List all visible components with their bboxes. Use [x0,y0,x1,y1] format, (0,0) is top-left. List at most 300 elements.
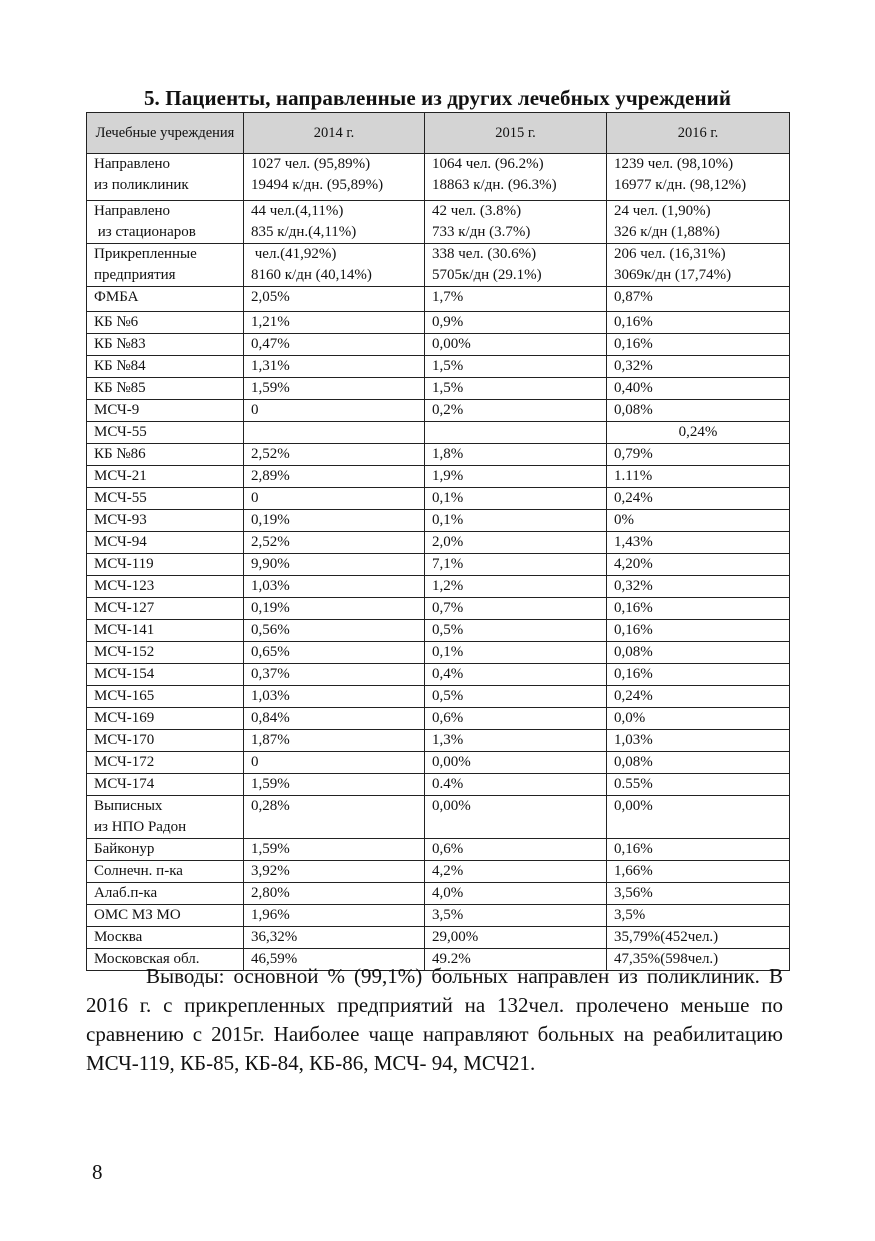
cell-2014 [244,378,425,400]
table-row [87,839,790,861]
header-2015: 2015 г. [425,113,607,154]
cell-line: 4,20% [614,556,653,572]
cell-2016 [607,466,790,488]
cell-line: 1,31% [251,358,290,374]
cell-2015 [425,752,607,774]
cell-line: МСЧ-9 [94,402,140,418]
cell-2014 [244,686,425,708]
cell-line: 2,52% [251,446,290,462]
cell-line: 0,1% [432,490,464,506]
cell-2014 [244,664,425,686]
cell-line: из стационаров [94,224,196,240]
table-body [87,154,790,971]
cell-line: 0,5% [432,622,464,638]
cell-line: МСЧ-169 [94,710,155,726]
cell-2014 [244,642,425,664]
cell-line: 3,5% [614,907,646,923]
cell-line: 0 [251,754,259,770]
cell-line: 0,32% [614,358,653,374]
table-row [87,642,790,664]
cell-2016 [607,905,790,927]
cell-2016 [607,861,790,883]
cell-line: 0,1% [432,512,464,528]
cell-2015 [425,598,607,620]
cell-2015 [425,201,607,244]
cell-2015 [425,400,607,422]
cell-line: 0,16% [614,841,653,857]
cell-2015 [425,488,607,510]
table-row [87,378,790,400]
cell-institution [87,334,244,356]
cell-line: 3069к/дн (17,74%) [614,267,732,283]
cell-2016 [607,642,790,664]
cell-institution [87,312,244,334]
table-row [87,422,790,444]
cell-line: КБ №84 [94,358,146,374]
cell-line: 1,8% [432,446,464,462]
cell-line: 5705к/дн (29.1%) [432,267,542,283]
cell-line: Направлено [94,156,171,172]
cell-2014 [244,752,425,774]
cell-line: 49.2% [432,951,471,967]
cell-line: 18863 к/дн. (96.3%) [432,177,557,193]
cell-2015 [425,154,607,201]
cell-2014 [244,620,425,642]
cell-line: 0,00% [432,754,471,770]
cell-2015 [425,356,607,378]
cell-line: 1027 чел. (95,89%) [251,156,371,172]
cell-line: 1,66% [614,863,653,879]
cell-line: 0% [614,512,634,528]
cell-2015 [425,378,607,400]
cell-2016 [607,287,790,312]
cell-2016 [607,334,790,356]
cell-line: 16977 к/дн. (98,12%) [614,177,747,193]
table-row [87,400,790,422]
cell-2016 [607,400,790,422]
cell-institution [87,686,244,708]
cell-line: 0,08% [614,754,653,770]
cell-line: 0.4% [432,776,464,792]
table-row [87,244,790,287]
cell-line: 1,5% [432,380,464,396]
cell-line: предприятия [94,267,176,283]
cell-2014 [244,201,425,244]
cell-line: Выписных [94,798,163,814]
cell-2015 [425,883,607,905]
table-row [87,466,790,488]
cell-institution [87,774,244,796]
table-row [87,861,790,883]
conclusion-paragraph: Выводы: основной % (99,1%) больных направлен из поликлиник. В 2016 г. с прикрепленных предприятий на 132чел. пролечено меньше по сравнению с 2015г. Наиболее чаще направляют больных на реабилитацию МСЧ-119, КБ-85, КБ-84, КБ-86, МСЧ- 94, МСЧ21. [86,964,783,1075]
cell-2016 [607,883,790,905]
cell-line: Алаб.п-ка [94,885,158,901]
cell-line: 1.11% [614,468,653,484]
cell-institution [87,620,244,642]
cell-2014 [244,730,425,752]
cell-line: 0.55% [614,776,653,792]
cell-line: Прикрепленные [94,246,197,262]
cell-2016 [607,686,790,708]
cell-2014 [244,154,425,201]
cell-institution [87,400,244,422]
table-row [87,510,790,532]
cell-line: 1,3% [432,732,464,748]
cell-line: Направлено [94,203,171,219]
cell-institution [87,554,244,576]
table-row [87,444,790,466]
cell-2014 [244,466,425,488]
cell-2015 [425,620,607,642]
cell-line: 44 чел.(4,11%) [251,203,344,219]
table-row [87,905,790,927]
cell-2015 [425,839,607,861]
cell-line: 0,40% [614,380,653,396]
cell-2014 [244,576,425,598]
cell-line: МСЧ-94 [94,534,147,550]
cell-institution [87,752,244,774]
cell-line: 1,03% [251,578,290,594]
cell-line: 0,37% [251,666,290,682]
cell-line: из поликлиник [94,177,189,193]
cell-institution [87,201,244,244]
cell-2015 [425,708,607,730]
cell-2016 [607,244,790,287]
cell-2016 [607,927,790,949]
cell-line: Московская обл. [94,951,200,967]
cell-line: МСЧ-170 [94,732,155,748]
cell-2016 [607,444,790,466]
cell-2014 [244,774,425,796]
table-row [87,576,790,598]
cell-institution [87,444,244,466]
table-row [87,287,790,312]
table-row [87,201,790,244]
cell-line: 9,90% [251,556,290,572]
cell-2015 [425,287,607,312]
referrals-table [86,112,790,971]
cell-2015 [425,466,607,488]
table-row [87,752,790,774]
cell-institution [87,598,244,620]
cell-line: Москва [94,929,143,945]
cell-line: КБ №86 [94,446,146,462]
cell-line: 1064 чел. (96.2%) [432,156,544,172]
cell-2015 [425,244,607,287]
cell-line: 835 к/дн.(4,11%) [251,224,357,240]
cell-line: 1,59% [251,380,290,396]
cell-2016 [607,730,790,752]
cell-line: 24 чел. (1,90%) [614,203,711,219]
cell-line: 4,2% [432,863,464,879]
cell-2014 [244,708,425,730]
cell-institution [87,532,244,554]
cell-line: 4,0% [432,885,464,901]
table-row [87,730,790,752]
cell-2014 [244,554,425,576]
cell-institution [87,708,244,730]
cell-institution [87,883,244,905]
cell-2014 [244,927,425,949]
cell-line: 2,52% [251,534,290,550]
cell-line: 1239 чел. (98,10%) [614,156,734,172]
cell-institution [87,378,244,400]
cell-institution [87,642,244,664]
cell-2015 [425,532,607,554]
cell-2016 [607,774,790,796]
cell-line: 0,2% [432,402,464,418]
cell-2016 [607,422,790,444]
cell-2015 [425,576,607,598]
cell-2014 [244,312,425,334]
cell-2016 [607,510,790,532]
cell-line: МСЧ-21 [94,468,147,484]
cell-2016 [607,378,790,400]
cell-line: 0,79% [614,446,653,462]
cell-institution [87,287,244,312]
cell-2015 [425,927,607,949]
cell-line: МСЧ-127 [94,600,155,616]
cell-line: МСЧ-172 [94,754,155,770]
cell-line: 29,00% [432,929,479,945]
cell-line: 7,1% [432,556,464,572]
cell-institution [87,839,244,861]
cell-line: 0 [251,402,259,418]
table-row [87,554,790,576]
cell-line: КБ №85 [94,380,146,396]
cell-line: 1,9% [432,468,464,484]
cell-line: 47,35%(598чел.) [614,951,719,967]
cell-institution [87,927,244,949]
cell-2014 [244,796,425,839]
cell-2016 [607,708,790,730]
cell-line: МСЧ-119 [94,556,154,572]
cell-2016 [607,312,790,334]
cell-2014 [244,356,425,378]
cell-line: 0,24% [678,424,718,440]
cell-institution [87,422,244,444]
cell-line: 733 к/дн (3.7%) [432,224,531,240]
cell-2014 [244,422,425,444]
cell-line: 0,24% [614,490,653,506]
cell-line: 1,96% [251,907,290,923]
cell-line: 2,0% [432,534,464,550]
cell-line: 1,7% [432,289,464,305]
cell-line: МСЧ-152 [94,644,155,660]
cell-line: 1,87% [251,732,290,748]
cell-2016 [607,488,790,510]
cell-line: МСЧ-55 [94,424,147,440]
table-row [87,686,790,708]
cell-institution [87,154,244,201]
cell-2015 [425,444,607,466]
cell-line: 0,32% [614,578,653,594]
cell-line: 326 к/дн (1,88%) [614,224,720,240]
cell-line: МСЧ-55 [94,490,147,506]
table-row [87,532,790,554]
cell-2014 [244,244,425,287]
section-title: 5. Пациенты, направленные из других лечебных учреждений [143,86,732,110]
header-institutions: Лечебные учреждения [87,113,244,154]
cell-2015 [425,422,607,444]
cell-line: 0,16% [614,622,653,638]
cell-2015 [425,774,607,796]
cell-2016 [607,620,790,642]
cell-2015 [425,642,607,664]
page-number: 8 [92,1160,103,1184]
cell-line: 0,56% [251,622,290,638]
cell-2016 [607,576,790,598]
cell-2014 [244,287,425,312]
table-row [87,154,790,201]
cell-line: 0,08% [614,402,653,418]
table-row [87,883,790,905]
cell-line: 8160 к/дн (40,14%) [251,267,372,283]
cell-2015 [425,861,607,883]
cell-line: 2,89% [251,468,290,484]
cell-line: МСЧ-154 [94,666,155,682]
cell-2015 [425,796,607,839]
cell-line: 0,0% [614,710,646,726]
cell-line: 0,6% [432,710,464,726]
cell-line: 1,21% [251,314,290,330]
cell-institution [87,466,244,488]
table-row [87,664,790,686]
cell-line: 35,79%(452чел.) [614,929,719,945]
cell-line: 338 чел. (30.6%) [432,246,537,262]
cell-institution [87,488,244,510]
cell-line: МСЧ-174 [94,776,155,792]
cell-line: 3,5% [432,907,464,923]
cell-2014 [244,334,425,356]
cell-line: 0,08% [614,644,653,660]
cell-line: МСЧ-123 [94,578,155,594]
cell-institution [87,796,244,839]
cell-2016 [607,154,790,201]
cell-line: 46,59% [251,951,298,967]
cell-line: 3,92% [251,863,290,879]
cell-2014 [244,532,425,554]
cell-line: 0,00% [614,798,653,814]
cell-line: 0,00% [432,336,471,352]
cell-line: 0,1% [432,644,464,660]
cell-line: 3,56% [614,885,653,901]
cell-2016 [607,796,790,839]
cell-line: из НПО Радон [94,819,187,835]
cell-line: ФМБА [94,289,139,305]
cell-line: 0,84% [251,710,290,726]
cell-institution [87,244,244,287]
table-row [87,598,790,620]
table-row [87,334,790,356]
cell-2015 [425,686,607,708]
cell-line: 2,05% [251,289,290,305]
cell-line: 1,43% [614,534,653,550]
table-row [87,774,790,796]
cell-line: 1,59% [251,841,290,857]
cell-2016 [607,752,790,774]
cell-line: 0,65% [251,644,290,660]
cell-institution [87,730,244,752]
cell-line: 1,03% [251,688,290,704]
cell-line: КБ №6 [94,314,139,330]
cell-line: 206 чел. (16,31%) [614,246,726,262]
cell-2015 [425,510,607,532]
table-row [87,356,790,378]
cell-2014 [244,839,425,861]
cell-line: 0,87% [614,289,653,305]
cell-2016 [607,201,790,244]
cell-line: 1,03% [614,732,653,748]
cell-institution [87,861,244,883]
cell-2014 [244,400,425,422]
cell-line: чел.(41,92%) [251,246,337,262]
cell-line: 0,24% [614,688,653,704]
cell-2015 [425,664,607,686]
cell-institution [87,356,244,378]
cell-line: 0,28% [251,798,290,814]
cell-institution [87,510,244,532]
cell-line: Солнечн. п-ка [94,863,183,879]
cell-institution [87,664,244,686]
cell-line: КБ №83 [94,336,146,352]
cell-line: 1,59% [251,776,290,792]
cell-2014 [244,510,425,532]
cell-2015 [425,334,607,356]
cell-2016 [607,598,790,620]
cell-institution [87,905,244,927]
cell-line: 0,5% [432,688,464,704]
cell-line: 36,32% [251,929,298,945]
cell-line: 1,5% [432,358,464,374]
cell-2015 [425,730,607,752]
cell-line: Байконур [94,841,155,857]
table-row [87,927,790,949]
cell-line: 0,19% [251,512,290,528]
cell-2015 [425,312,607,334]
cell-line: 0,16% [614,600,653,616]
cell-2016 [607,356,790,378]
cell-line: 0,16% [614,666,653,682]
cell-line: 0,16% [614,314,653,330]
cell-line: 42 чел. (3.8%) [432,203,522,219]
table-header-row [87,113,790,154]
cell-2014 [244,861,425,883]
cell-2014 [244,444,425,466]
cell-line: МСЧ-165 [94,688,155,704]
table-row [87,796,790,839]
cell-line: 0,47% [251,336,290,352]
cell-line: ОМС МЗ МО [94,907,181,923]
cell-line: 0,7% [432,600,464,616]
cell-line: 0,00% [432,798,471,814]
cell-2014 [244,905,425,927]
cell-2016 [607,532,790,554]
cell-2016 [607,554,790,576]
cell-line: 0,19% [251,600,290,616]
cell-2014 [244,488,425,510]
cell-line: 19494 к/дн. (95,89%) [251,177,384,193]
cell-2016 [607,839,790,861]
cell-line: 0,9% [432,314,464,330]
cell-line: МСЧ-141 [94,622,155,638]
cell-2015 [425,554,607,576]
cell-line: 1,2% [432,578,464,594]
cell-line: 0,16% [614,336,653,352]
cell-line: 2,80% [251,885,290,901]
cell-2016 [607,664,790,686]
table-row [87,312,790,334]
